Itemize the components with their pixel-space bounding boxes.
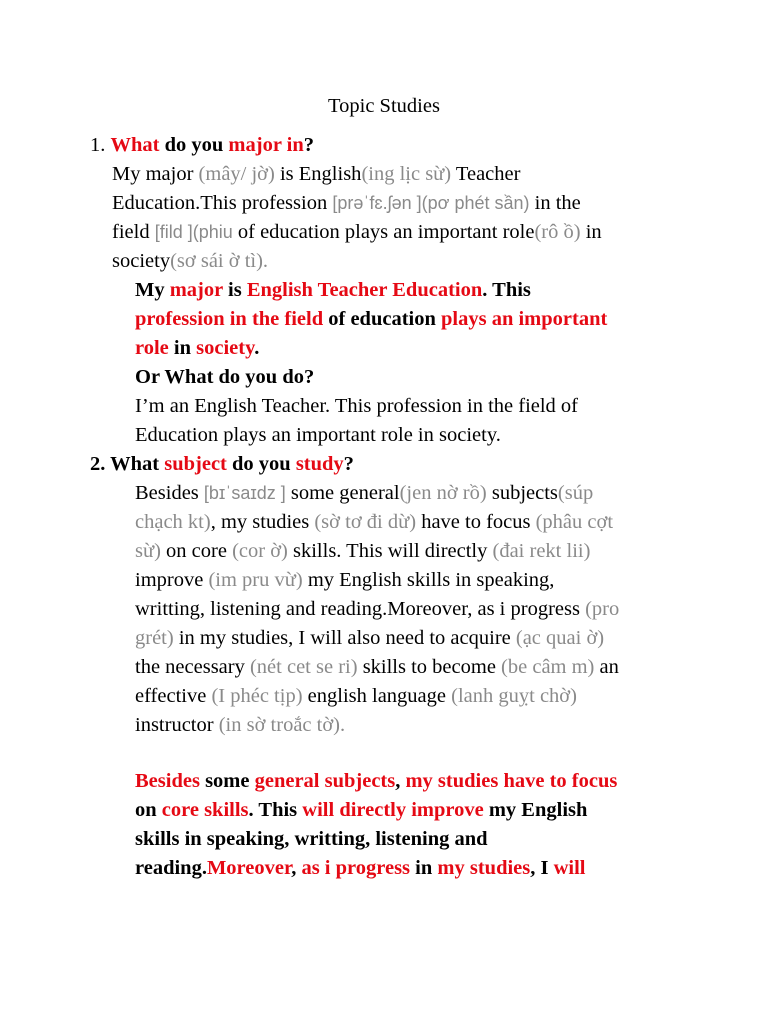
text-segment: on core xyxy=(160,540,233,562)
text-segment: is English xyxy=(274,163,362,185)
text-segment: (in sờ troắc tờ). xyxy=(218,714,346,736)
text-segment: my studies xyxy=(437,857,531,879)
text-segment: on xyxy=(135,799,162,821)
text-segment: (im pru vừ) xyxy=(208,569,303,591)
text-segment: effective xyxy=(135,685,212,707)
text-line xyxy=(135,392,578,421)
text-line xyxy=(135,682,577,711)
text-segment: (rô ồ) xyxy=(534,221,581,243)
text-segment: field xyxy=(112,221,155,243)
text-line xyxy=(112,160,520,189)
text-segment: (đai rekt lii) xyxy=(492,540,591,562)
text-segment: [bɪˈsaɪdz ] xyxy=(203,483,286,503)
text-segment: Moreover xyxy=(206,857,292,879)
text-segment: Teacher xyxy=(451,163,521,185)
text-segment: skills. This will directly xyxy=(287,540,493,562)
text-segment: ? xyxy=(343,453,354,475)
text-line xyxy=(90,450,354,479)
text-segment: (sờ tơ đi dừ) xyxy=(314,511,417,533)
text-segment: Besides xyxy=(135,482,204,504)
text-line xyxy=(135,767,617,796)
text-segment: (lanh guỵt chờ) xyxy=(451,685,577,707)
text-segment: my English skills in speaking, xyxy=(302,569,555,591)
text-segment: instructor xyxy=(135,714,219,736)
text-segment: , xyxy=(395,770,406,792)
text-segment: Education.This profession xyxy=(112,192,333,214)
text-segment: (ing lịc sừ) xyxy=(361,163,452,185)
text-line xyxy=(135,421,501,450)
text-segment: english language xyxy=(302,685,452,707)
text-segment: society xyxy=(112,250,171,272)
text-segment: Education plays an important role in society. xyxy=(135,424,501,446)
text-line xyxy=(135,537,590,566)
text-segment: (sơ sái ờ tì). xyxy=(170,250,269,272)
text-segment: (phâu cợt xyxy=(535,511,614,533)
text-segment: in xyxy=(580,221,602,243)
text-line xyxy=(135,595,619,624)
text-segment: profession in the field xyxy=(135,308,324,330)
text-segment: the necessary xyxy=(135,656,250,678)
text-line xyxy=(135,825,488,854)
text-segment: I’m an English Teacher. This profession in the field of xyxy=(135,395,579,417)
text-segment: reading. xyxy=(135,857,207,879)
text-segment: of education xyxy=(323,308,441,330)
text-line xyxy=(135,854,586,883)
text-segment: in xyxy=(168,337,197,359)
text-segment: (súp xyxy=(557,482,594,504)
page-title: Topic Studies xyxy=(328,95,440,117)
text-line xyxy=(135,479,593,508)
text-segment: some general xyxy=(285,482,400,504)
text-segment: . xyxy=(254,337,260,359)
text-segment: do you xyxy=(159,134,229,156)
text-line xyxy=(112,247,268,276)
text-segment: some xyxy=(199,770,255,792)
text-segment: subjects xyxy=(486,482,558,504)
text-segment: (I phéc tịp) xyxy=(211,685,303,707)
text-segment: in my studies, I will also need to acquire xyxy=(173,627,516,649)
text-line xyxy=(135,276,531,305)
text-line xyxy=(135,334,259,363)
text-line xyxy=(135,711,345,740)
text-line xyxy=(135,305,607,334)
text-segment: skills in speaking, writting, listening and xyxy=(135,828,488,850)
text-segment: (pro xyxy=(585,598,620,620)
text-line xyxy=(135,363,314,392)
text-line xyxy=(112,218,602,247)
text-line xyxy=(135,508,613,537)
text-segment: (nét cet se ri) xyxy=(249,656,358,678)
text-segment: as i progress xyxy=(301,857,411,879)
text-segment: major xyxy=(169,279,223,301)
text-segment: role xyxy=(135,337,169,359)
text-segment: Besides xyxy=(135,770,200,792)
text-segment: sừ) xyxy=(135,540,161,562)
text-line xyxy=(135,796,587,825)
text-segment: Or What do you do? xyxy=(135,366,315,388)
text-segment: do you xyxy=(226,453,296,475)
text-segment: , xyxy=(291,857,302,879)
text-segment: is xyxy=(222,279,247,301)
text-segment: 2. What xyxy=(90,453,165,475)
text-segment: my English xyxy=(483,799,588,821)
text-segment: 1. xyxy=(90,134,111,156)
text-line xyxy=(135,653,619,682)
text-segment: plays an important xyxy=(441,308,608,330)
text-segment: grét) xyxy=(135,627,174,649)
text-segment: core skills xyxy=(161,799,249,821)
text-segment: . This xyxy=(248,799,303,821)
text-segment: in xyxy=(410,857,438,879)
text-segment: in the xyxy=(529,192,581,214)
text-segment: (ạc quai ờ) xyxy=(515,627,605,649)
text-segment: writting, listening and reading.Moreover, as i progress xyxy=(135,598,586,620)
text-segment: chạch kt) xyxy=(135,511,211,533)
text-line xyxy=(112,189,581,218)
text-segment: have to focus xyxy=(416,511,536,533)
text-segment: (cor ờ) xyxy=(232,540,288,562)
text-segment: (be câm m) xyxy=(501,656,595,678)
text-segment: What xyxy=(110,134,160,156)
text-segment: skills to become xyxy=(357,656,502,678)
text-segment: society xyxy=(196,337,255,359)
text-segment: , my studies xyxy=(210,511,315,533)
text-segment: improve xyxy=(135,569,209,591)
text-segment: my studies have to focus xyxy=(405,770,618,792)
text-segment: [prəˈfɛ.ʃən ](pơ phét sần) xyxy=(332,193,530,213)
text-segment: English Teacher Education xyxy=(246,279,483,301)
text-segment: [fild ](phiu xyxy=(154,222,233,242)
text-segment: subject xyxy=(164,453,227,475)
text-line xyxy=(135,566,554,595)
text-segment: an xyxy=(594,656,619,678)
text-segment: My major xyxy=(112,163,199,185)
text-segment: of education plays an important role xyxy=(232,221,535,243)
text-line xyxy=(135,624,604,653)
text-segment: will xyxy=(553,857,586,879)
text-segment: , I xyxy=(530,857,554,879)
text-segment: (mây/ jờ) xyxy=(198,163,275,185)
text-segment: major in xyxy=(228,134,304,156)
text-segment: ? xyxy=(303,134,315,156)
text-line xyxy=(90,131,314,160)
text-segment: will directly improve xyxy=(302,799,484,821)
text-segment: (jen nờ rồ) xyxy=(399,482,487,504)
text-segment: My xyxy=(135,279,170,301)
text-segment: . This xyxy=(482,279,531,301)
text-segment: general subjects xyxy=(254,770,396,792)
text-segment: study xyxy=(295,453,344,475)
